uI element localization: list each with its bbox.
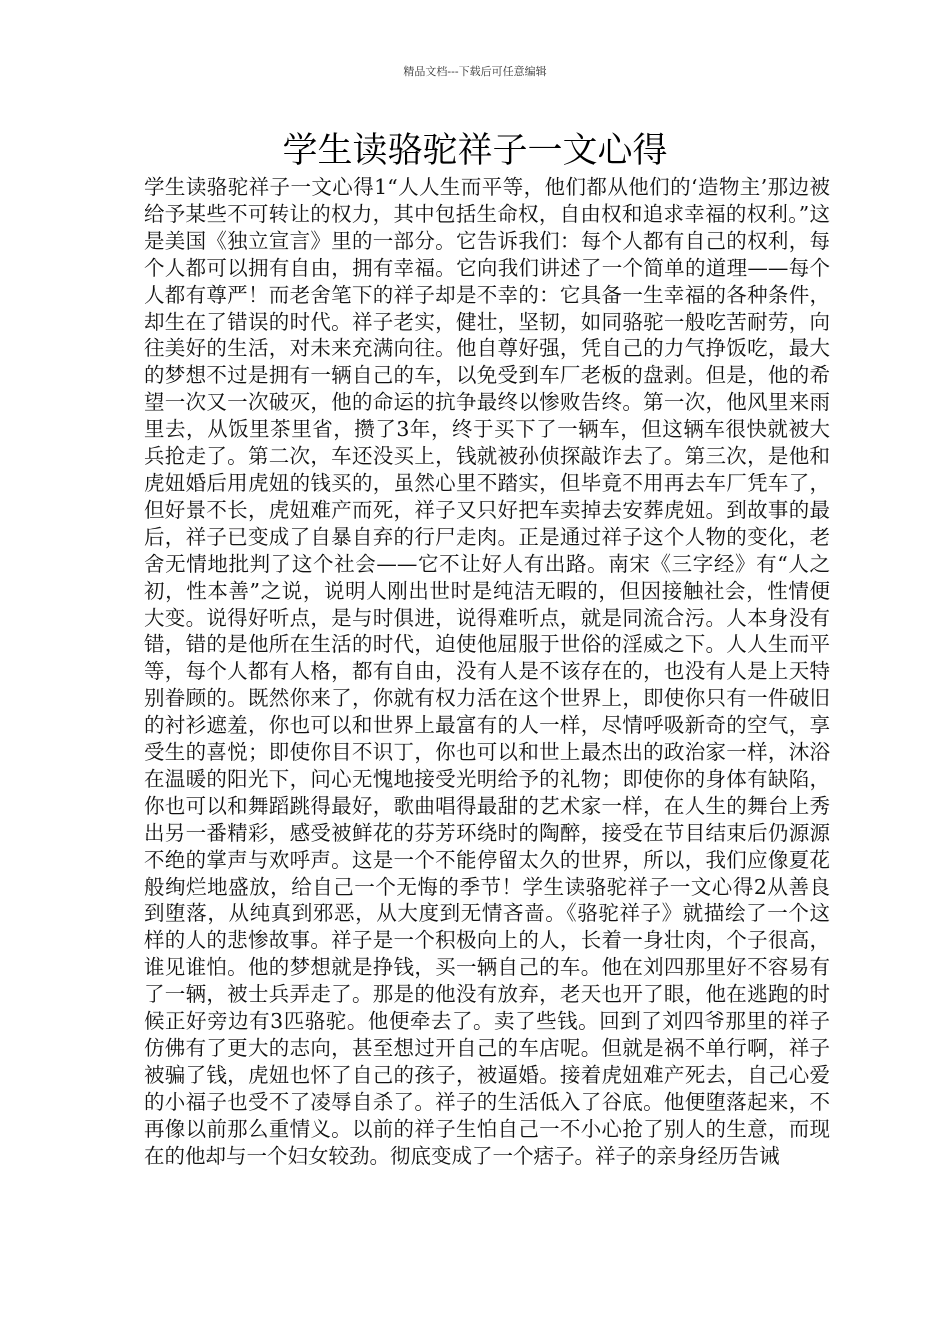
document-title: 学生读骆驼祥子一文心得 [282, 131, 668, 171]
document-body-text: 学生读骆驼祥子一文心得1“人人生而平等，他们都从他们的‘造物主’那边被给予某些不可转让的权力，其中包括生命权，自由权和追求幸福的权利。”这是美国《独立宣言》里的一部分。它告诉我们：每个人都有自己的权利，每个人都可以拥有自由，拥有幸福。它向我们讲述了一个简单的道理——每个人都有尊严！而老舍笔下的祥子却是不幸的：它具备一生幸福的各种条件，却生在了错误的时代。祥子老实，健壮，坚韧，如同骆驼一般吃苦耐劳，向往美好的生活，对未来充满向往。他自尊好强，凭自己的力气挣饭吃，最大的梦想不过是拥有一辆自己的车，以免受到车厂老板的盘剥。但是，他的希望一次又一次破灭，他的命运的抗争最终以惨败告终。第一次，他风里来雨里去，从饭里茶里省，攒了3年，终于买下了一辆车，但这辆车很快就被大兵抢走了。第二次，车还没买上，钱就被孙侦探敲诈去了。第三次，是他和虎妞婚后用虎妞的钱买的，虽然心里不踏实，但毕竟不用再去车厂凭车了，但好景不长，虎妞难产而死，祥子又只好把车卖掉去安葬虎妞。到故事的最后，祥子已变成了自暴自弃的行尸走肉。正是通过祥子这个人物的变化，老舍无情地批判了这个社会——它不让好人有出路。南宋《三字经》有“人之初，性本善”之说，说明人刚出世时是纯洁无暇的，但因接触社会，性情便大变。说得好听点，是与时俱进，说得难听点，就是同流合污。人本身没有错，错的是他所在生活的时代，迫使他屈服于世俗的淫威之下。人人生而平等，每个人都有人格，都有自由，没有人是不该存在的，也没有人是上天特别眷顾的。既然你来了，你就有权力活在这个世界上，即使你只有一件破旧的衬衫遮羞，你也可以和世界上最富有的人一样，尽情呼吸新奇的空气，享受生的喜悦；即使你目不识丁，你也可以和世上最杰出的政治家一样，沐浴在温暖的阳光下，问心无愧地接受光明给予的礼物；即使你的身体有缺陷，你也可以和舞蹈跳得最好，歌曲唱得最甜的艺术家一样，在人生的舞台上秀出另一番精彩，感受被鲜花的芬芳环绕时的陶醉，接受在节目结束后仍源源不绝的掌声与欢呼声。这是一个不能停留太久的世界，所以，我们应像夏花般绚烂地盛放，给自己一个无悔的季节！学生读骆驼祥子一文心得2从善良到堕落，从纯真到邪恶，从大度到无情吝啬。《骆驼祥子》就描绘了一个这样的人的悲惨故事。祥子是一个积极向上的人，长着一身壮肉，个子很高，谁见谁怕。他的梦想就是挣钱，买一辆自己的车。他在刘四那里好不容易有了一辆，被士兵弄走了。那是的他没有放弃，老天也开了眼，他在逃跑的时候正好旁边有3匹骆驼。他便牵去了。卖了些钱。回到了刘四爷那里的祥子仿佛有了更大的志向，甚至想过开自己的车店呢。但就是祸不单行啊，祥子被骗了钱，虎妞也怀了自己的孩子，被逼婚。接着虎妞难产死去，自己心爱的小福子也受不了凌辱自杀了。祥子的生活低入了谷底。他便堕落起来，不再像以前那么重情义。以前的祥子生怕自己一不小心抢了别人的生意，而现在的他却与一个妇女较劲。彻底变成了一个痞子。祥子的亲身经历告诫 [144, 175, 830, 1168]
page-header: 精品文档---下载后可任意编辑 [403, 65, 547, 78]
